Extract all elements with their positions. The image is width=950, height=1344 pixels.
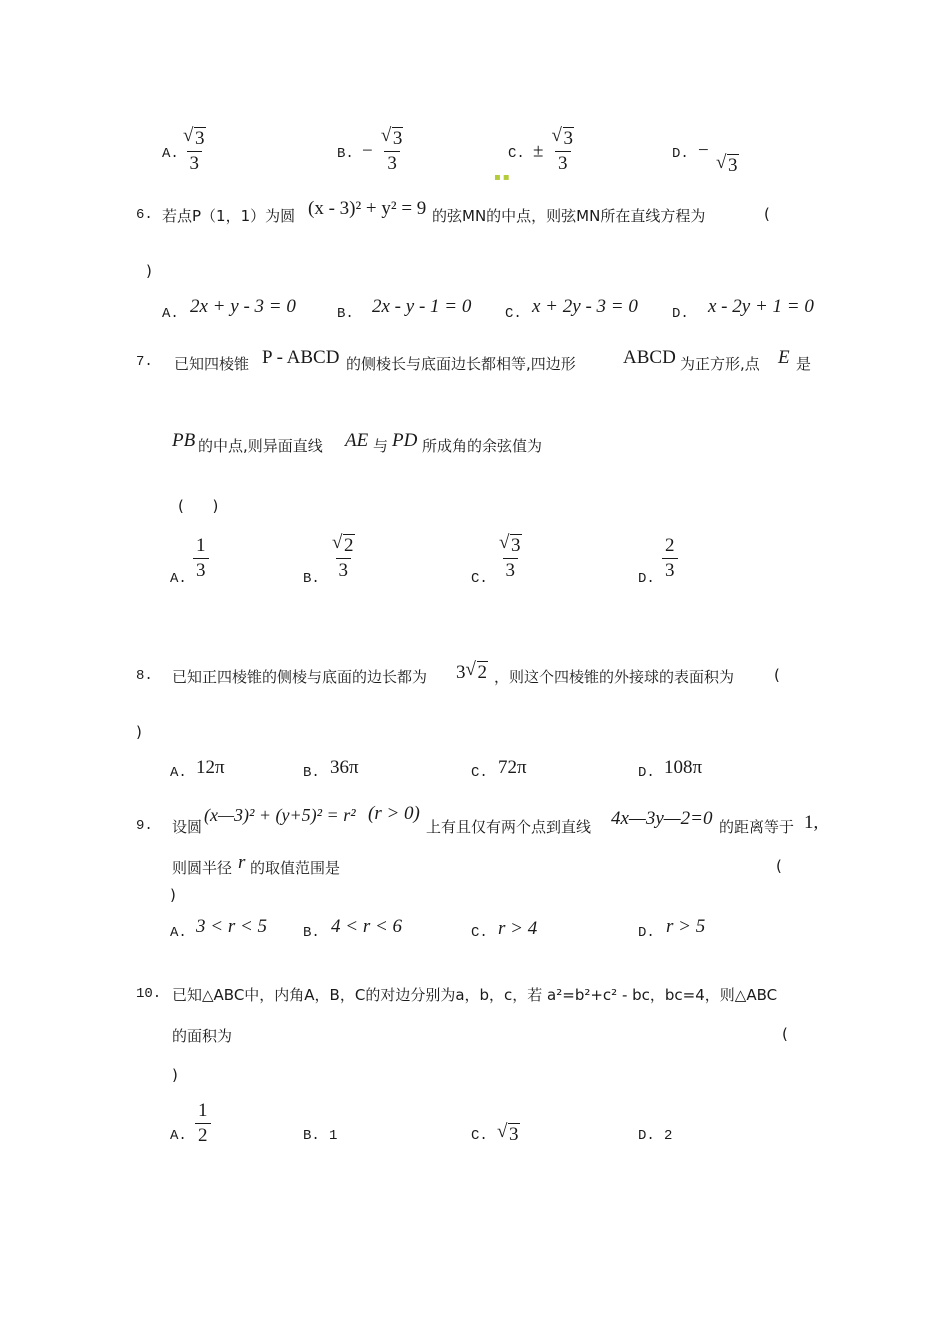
q8-option-b-value: 36π	[330, 757, 359, 778]
q8-option-b-label: B.	[303, 765, 320, 781]
q10-line-2: 的面积为	[172, 1027, 233, 1045]
q10-paren-open: (	[782, 1025, 788, 1043]
q9-circle-equation: (x—3)² + (y+5)² = r²	[204, 805, 356, 825]
q10-paren-close: )	[172, 1066, 178, 1084]
q8-option-a-value: 12π	[196, 757, 225, 778]
q6-option-d-label: D.	[672, 306, 689, 322]
q10-option-b-label: B.	[303, 1128, 320, 1144]
q8-option-c-label: C.	[471, 765, 488, 781]
q6-number: 6.	[136, 207, 153, 223]
decorative-dots: ▪▪	[494, 172, 512, 183]
q7-answer-paren: ( )	[178, 497, 219, 515]
q7-option-c-value: √ 3 3	[499, 532, 521, 581]
q7-text-3: 为正方形,点	[680, 355, 760, 373]
q6-text-before: 若点P（1，1）为圆	[162, 207, 296, 225]
q7-math-ae: AE	[345, 430, 369, 451]
q6-text-after: 的弦MN的中点，则弦MN所在直线方程为	[432, 207, 706, 225]
q6-paren-open: (	[764, 205, 770, 223]
q9-option-d-label: D.	[638, 925, 655, 941]
q5-option-d-value: √ 3	[716, 152, 738, 176]
q6-option-a-value: 2x + y - 3 = 0	[190, 296, 296, 317]
q8-option-a-label: A.	[170, 765, 187, 781]
q9-condition: (r > 0)	[368, 803, 420, 824]
q8-option-c-value: 72π	[498, 757, 527, 778]
q7-math-e: E	[778, 347, 790, 368]
q7-text-5: 的中点,则异面直线	[198, 437, 323, 455]
q6-paren-close: )	[146, 262, 152, 280]
q10-option-c-label: C.	[471, 1128, 488, 1144]
q10-number: 10.	[136, 986, 162, 1002]
q7-math-pb: PB	[172, 430, 196, 451]
q7-option-a-label: A.	[170, 571, 187, 587]
q10-option-d-label: D.	[638, 1128, 655, 1144]
q9-line-equation: 4x—3y—2=0	[611, 808, 713, 829]
q9-distance-value: 1,	[804, 812, 819, 833]
q6-option-c-label: C.	[505, 306, 522, 322]
q7-option-a-value: $\frac{1}{3}$	[193, 535, 209, 582]
q5-option-b-value: − √ 3 3	[362, 125, 403, 174]
q9-option-a-value: 3 < r < 5	[196, 916, 268, 937]
q9-number: 9.	[136, 818, 153, 834]
q8-paren-close: )	[136, 723, 142, 741]
q7-text-1: 已知四棱锥	[174, 355, 250, 373]
q6-option-c-value: x + 2y - 3 = 0	[532, 296, 638, 317]
q8-number: 8.	[136, 668, 153, 684]
q7-number: 7.	[136, 354, 153, 370]
q9-option-d-value: r > 5	[666, 916, 706, 937]
q7-text-2: 的侧棱长与底面边长都相等,四边形	[346, 355, 576, 373]
q6-option-a-label: A.	[162, 306, 179, 322]
q7-option-b-value: √ 2 3	[332, 532, 354, 581]
q7-option-d-label: D.	[638, 571, 655, 587]
q8-option-d-label: D.	[638, 765, 655, 781]
q10-line-1: 已知△ABC中，内角A，B，C的对边分别为a，b，c，若 a²=b²+c² - bc，bc=4，则△ABC	[172, 986, 778, 1004]
q7-option-c-label: C.	[471, 571, 488, 587]
q6-option-b-label: B.	[337, 306, 354, 322]
q9-text-1: 设圆	[172, 818, 203, 836]
q6-option-b-value: 2x - y - 1 = 0	[372, 296, 472, 317]
q10-option-c-value: √ 3	[497, 1121, 519, 1145]
q9-text-4: 则圆半径	[172, 859, 233, 877]
q7-math-pd: PD	[392, 430, 418, 451]
q8-option-d-value: 108π	[664, 757, 703, 778]
q9-text-2: 上有且仅有两个点到直线	[426, 818, 592, 836]
q5-option-a-label: A.	[162, 146, 179, 162]
q9-radius-symbol: r	[238, 852, 246, 873]
q5-option-c-label: C.	[508, 146, 525, 162]
q9-option-a-label: A.	[170, 925, 187, 941]
q9-paren-close: )	[170, 886, 176, 904]
q9-text-3: 的距离等于	[719, 818, 795, 836]
q10-option-a-value: $\frac{1}{2}$	[195, 1100, 211, 1147]
q10-option-b-value: 1	[329, 1128, 338, 1144]
q5-option-a-value: √ 3 3	[183, 125, 205, 174]
q5-option-d-sign: −	[698, 140, 709, 161]
q9-option-c-label: C.	[471, 925, 488, 941]
q8-text-before: 已知正四棱锥的侧棱与底面的边长都为	[172, 668, 428, 686]
q7-option-b-label: B.	[303, 571, 320, 587]
q7-text-7: 所成角的余弦值为	[422, 437, 543, 455]
q8-edge-length: 3 √ 2	[456, 659, 487, 683]
q9-text-5: 的取值范围是	[250, 859, 341, 877]
q9-option-c-value: r > 4	[498, 918, 538, 939]
q7-math-pabcd: P - ABCD	[262, 347, 340, 368]
q10-option-a-label: A.	[170, 1128, 187, 1144]
q7-text-6: 与	[373, 437, 389, 455]
q6-option-d-value: x - 2y + 1 = 0	[708, 296, 814, 317]
q5-option-b-label: B.	[337, 146, 354, 162]
q10-option-d-value: 2	[664, 1128, 673, 1144]
q5-option-d-label: D.	[672, 146, 689, 162]
q8-text-after: ，则这个四棱锥的外接球的表面积为	[494, 668, 735, 686]
q5-option-c-value: ± √ 3 3	[533, 125, 574, 174]
q7-math-abcd: ABCD	[623, 347, 676, 368]
q9-paren-open: (	[776, 857, 782, 875]
q9-option-b-label: B.	[303, 925, 320, 941]
q7-text-4: 是	[796, 355, 812, 373]
q9-option-b-value: 4 < r < 6	[331, 916, 403, 937]
q8-paren-open: (	[774, 666, 780, 684]
q6-equation: (x - 3)² + y² = 9	[308, 198, 427, 219]
q7-option-d-value: $\frac{2}{3}$	[662, 535, 678, 582]
